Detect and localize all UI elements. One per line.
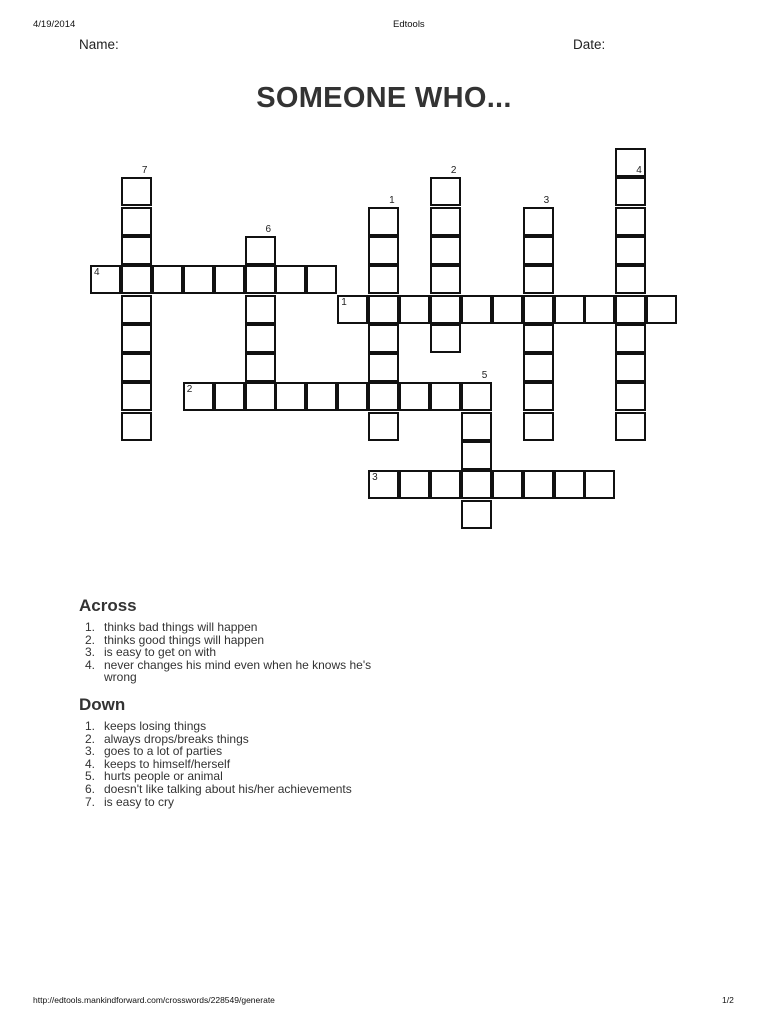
crossword-cell[interactable] [245,324,276,353]
crossword-cell[interactable] [430,207,461,236]
clue-number: 2. [85,731,96,746]
date-label: Date: [573,37,606,52]
clue-text: keeps losing things [104,719,207,733]
crossword-cell[interactable] [615,265,646,294]
crossword-cell[interactable] [337,382,368,411]
crossword-cell[interactable] [368,236,399,265]
crossword-cell[interactable] [121,177,152,206]
down-clues [79,695,404,808]
crossword-cell[interactable] [523,207,554,236]
crossword-cell[interactable] [368,353,399,382]
crossword-cell[interactable] [523,324,554,353]
crossword-cell[interactable] [214,382,245,411]
clue-number: 4. [85,657,96,672]
crossword-cell[interactable] [245,353,276,382]
clue-text: always drops/breaks things [104,731,249,746]
crossword-cell[interactable] [121,236,152,265]
crossword-cell[interactable] [245,295,276,324]
footer-url: http://edtools.mankindforward.com/crosswords/228549/generate [33,995,275,1005]
crossword-cell[interactable] [121,295,152,324]
grid-clue-number: 7 [141,165,148,177]
crossword-cell[interactable] [615,382,646,411]
grid-clue-number: 5 [481,370,488,382]
crossword-cell[interactable] [615,324,646,353]
crossword-cell[interactable] [368,265,399,294]
crossword-cell[interactable] [523,412,554,441]
clue-text: hurts people or animal [104,769,223,784]
crossword-cell[interactable] [183,265,214,294]
print-site-title: Edtools [393,19,425,30]
crossword-cell[interactable] [430,295,461,324]
crossword-cell[interactable] [121,265,152,294]
crossword-cell[interactable] [399,295,430,324]
crossword-cell[interactable] [523,295,554,324]
crossword-cell[interactable] [245,265,276,294]
print-date: 4/19/2014 [33,19,76,30]
crossword-cell[interactable] [399,382,430,411]
down-clue-list [79,720,404,808]
crossword-cell[interactable] [275,265,306,294]
crossword-cell[interactable] [430,382,461,411]
crossword-cell[interactable] [306,265,337,294]
crossword-cell[interactable] [523,236,554,265]
grid-clue-number: 1 [389,194,395,206]
crossword-cell[interactable] [430,236,461,265]
clue-number: 4. [85,756,96,771]
crossword-cell[interactable] [368,295,399,324]
grid-clue-number: 1 [341,296,347,308]
clue-number: 2. [85,632,96,647]
grid-clue-number: 3 [543,194,550,206]
crossword-cell[interactable] [492,295,523,324]
crossword-cell[interactable] [461,441,492,470]
crossword-cell[interactable] [430,265,461,294]
crossword-cell[interactable] [615,207,646,236]
crossword-cell[interactable] [245,382,276,411]
name-label: Name: [79,37,119,52]
clue-number: 1. [85,620,96,634]
crossword-cell[interactable] [523,353,554,382]
crossword-cell[interactable] [461,382,492,411]
crossword-cell[interactable] [554,295,585,324]
clue-number: 7. [85,794,96,809]
crossword-cell[interactable] [492,470,523,499]
clue-number: 1. [85,719,96,733]
across-heading: Across [79,596,137,615]
clue-text: keeps to himself/herself [104,756,231,771]
footer-page-number: 1/2 [722,995,734,1005]
crossword-cell[interactable] [615,177,646,206]
crossword-cell[interactable] [584,470,615,499]
crossword-cell[interactable] [430,470,461,499]
crossword-cell[interactable] [461,470,492,499]
crossword-cell[interactable] [121,353,152,382]
grid-clue-number: 6 [265,223,272,235]
crossword-cell[interactable] [615,295,646,324]
crossword-cell[interactable] [461,412,492,441]
across-clue-list [79,621,404,684]
clue-text: is easy to cry [104,794,175,809]
crossword-cell[interactable] [646,295,677,324]
grid-clue-number: 2 [186,384,193,396]
crossword-cell[interactable] [461,295,492,324]
down-clue [79,796,404,809]
crossword-cell[interactable] [245,236,276,265]
clue-text: thinks good things will happen [104,632,265,647]
crossword-cell[interactable] [554,470,585,499]
crossword-cell[interactable] [368,412,399,441]
crossword-cell[interactable] [368,207,399,236]
grid-clue-number: 2 [450,165,457,177]
crossword-cell[interactable] [121,324,152,353]
crossword-cell[interactable] [275,382,306,411]
grid-clue-number: 3 [372,472,378,484]
across-clues [79,596,404,684]
crossword-cell[interactable] [121,382,152,411]
crossword-cell[interactable] [615,236,646,265]
crossword-cell[interactable] [121,412,152,441]
crossword-cell[interactable] [214,265,245,294]
crossword-cell[interactable] [368,382,399,411]
clue-text: never changes his mind even when he knows he's wrong [104,657,372,685]
clue-number: 6. [85,781,96,796]
crossword-cell[interactable] [523,470,554,499]
grid-clue-number: 4 [94,267,100,279]
crossword-cell[interactable] [461,500,492,529]
crossword-cell[interactable] [430,177,461,206]
clue-text: goes to a lot of parties [104,744,223,759]
crossword-cell[interactable] [306,382,337,411]
crossword-cell[interactable] [368,324,399,353]
clue-number: 3. [85,744,96,759]
page-title: SOMEONE WHO... [256,82,512,114]
crossword-cell[interactable] [523,382,554,411]
clue-text: is easy to get on with [104,645,217,660]
crossword-cell[interactable] [615,353,646,382]
clue-text: doesn't like talking about his/her achievements [104,781,352,796]
clue-text: thinks bad things will happen [104,620,258,634]
across-clue [79,659,404,684]
down-heading: Down [79,695,126,714]
grid-clue-number: 4 [636,165,642,177]
crossword-cell[interactable] [152,265,183,294]
clue-number: 3. [85,645,96,660]
clue-number: 5. [85,769,96,784]
crossword-cell[interactable] [430,324,461,353]
crossword-cell[interactable] [121,207,152,236]
crossword-cell[interactable] [615,412,646,441]
crossword-cell[interactable] [584,295,615,324]
crossword-cell[interactable] [399,470,430,499]
crossword-cell[interactable] [523,265,554,294]
